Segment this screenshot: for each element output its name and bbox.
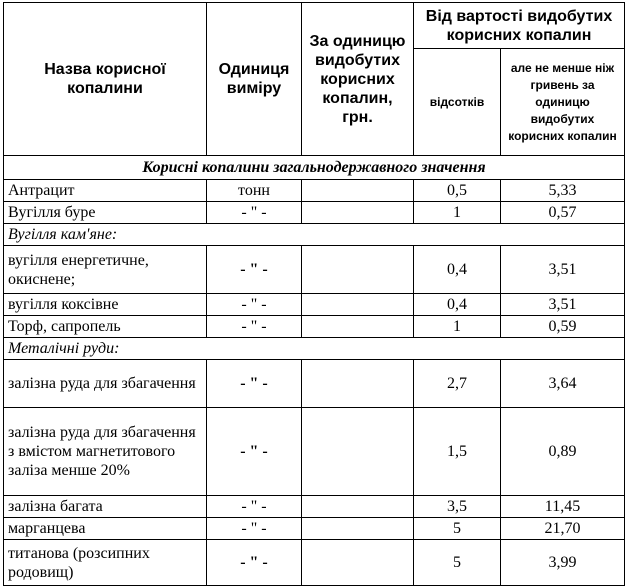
cell-mineral-name: вугілля коксівне [4, 294, 207, 316]
table-row [4, 540, 625, 586]
cell-per-unit [302, 496, 414, 518]
cell-per-unit [302, 180, 414, 202]
cell-unit: - " - [207, 316, 302, 338]
subheading-label: Вугілля кам'яне: [4, 224, 625, 246]
subheading-row [4, 224, 625, 246]
table-header [4, 3, 625, 156]
table-row [4, 180, 625, 202]
cell-unit: - " - [207, 294, 302, 316]
cell-min-uah: 11,45 [501, 496, 625, 518]
header-per-unit: За одиницю видобутих корисних копалин, грн. [302, 3, 414, 156]
cell-per-unit [302, 408, 414, 496]
cell-unit: - " - [207, 496, 302, 518]
cell-unit: - " - [207, 360, 302, 408]
cell-percent: 1,5 [414, 408, 501, 496]
cell-mineral-name: залізна багата [4, 496, 207, 518]
header-min-uah: але не менше ніж гривень за одиницю видобутих корисних копалин [501, 49, 625, 156]
cell-mineral-name: титанова (розсипних родовищ) [4, 540, 207, 586]
rates-table-container [3, 2, 625, 586]
cell-percent: 5 [414, 518, 501, 540]
header-unit: Одиниця виміру [207, 3, 302, 156]
cell-mineral-name: Торф, сапропель [4, 316, 207, 338]
cell-min-uah: 0,57 [501, 202, 625, 224]
cell-min-uah: 0,59 [501, 316, 625, 338]
table-row [4, 408, 625, 496]
cell-per-unit [302, 294, 414, 316]
cell-mineral-name: Вугілля буре [4, 202, 207, 224]
cell-min-uah: 3,51 [501, 294, 625, 316]
cell-per-unit [302, 518, 414, 540]
table-row [4, 360, 625, 408]
cell-min-uah: 3,99 [501, 540, 625, 586]
cell-percent: 0,4 [414, 294, 501, 316]
section-title: Корисні копалини загальнодержавного значення [4, 156, 625, 180]
table-row [4, 294, 625, 316]
cell-percent: 2,7 [414, 360, 501, 408]
cell-min-uah: 3,64 [501, 360, 625, 408]
cell-min-uah: 3,51 [501, 246, 625, 294]
cell-per-unit [302, 246, 414, 294]
cell-percent: 0,4 [414, 246, 501, 294]
cell-unit: - " - [207, 518, 302, 540]
cell-unit: - " - [207, 202, 302, 224]
header-from-value: Від вартості видобутих корисних копалин [414, 3, 625, 49]
mineral-rates-table [3, 2, 625, 586]
table-row [4, 496, 625, 518]
cell-percent: 1 [414, 316, 501, 338]
table-row [4, 202, 625, 224]
cell-unit: - " - [207, 246, 302, 294]
cell-percent: 5 [414, 540, 501, 586]
subheading-row [4, 338, 625, 360]
cell-unit: - " - [207, 408, 302, 496]
header-percent: відсотків [414, 49, 501, 156]
table-row [4, 246, 625, 294]
cell-percent: 1 [414, 202, 501, 224]
cell-per-unit [302, 316, 414, 338]
cell-mineral-name: Антрацит [4, 180, 207, 202]
cell-unit: тонн [207, 180, 302, 202]
cell-mineral-name: залізна руда для збагачення з вмістом магнетитового заліза менше 20% [4, 408, 207, 496]
cell-percent: 3,5 [414, 496, 501, 518]
table-row [4, 518, 625, 540]
cell-min-uah: 21,70 [501, 518, 625, 540]
cell-mineral-name: вугілля енергетичне, окиснене; [4, 246, 207, 294]
table-body [4, 156, 625, 586]
cell-mineral-name: залізна руда для збагачення [4, 360, 207, 408]
subheading-label: Металічні руди: [4, 338, 625, 360]
table-row [4, 316, 625, 338]
cell-percent: 0,5 [414, 180, 501, 202]
cell-min-uah: 5,33 [501, 180, 625, 202]
cell-mineral-name: марганцева [4, 518, 207, 540]
cell-per-unit [302, 202, 414, 224]
cell-min-uah: 0,89 [501, 408, 625, 496]
cell-per-unit [302, 360, 414, 408]
cell-per-unit [302, 540, 414, 586]
cell-unit: - " - [207, 540, 302, 586]
header-mineral-name: Назва корисної копалини [4, 3, 207, 156]
